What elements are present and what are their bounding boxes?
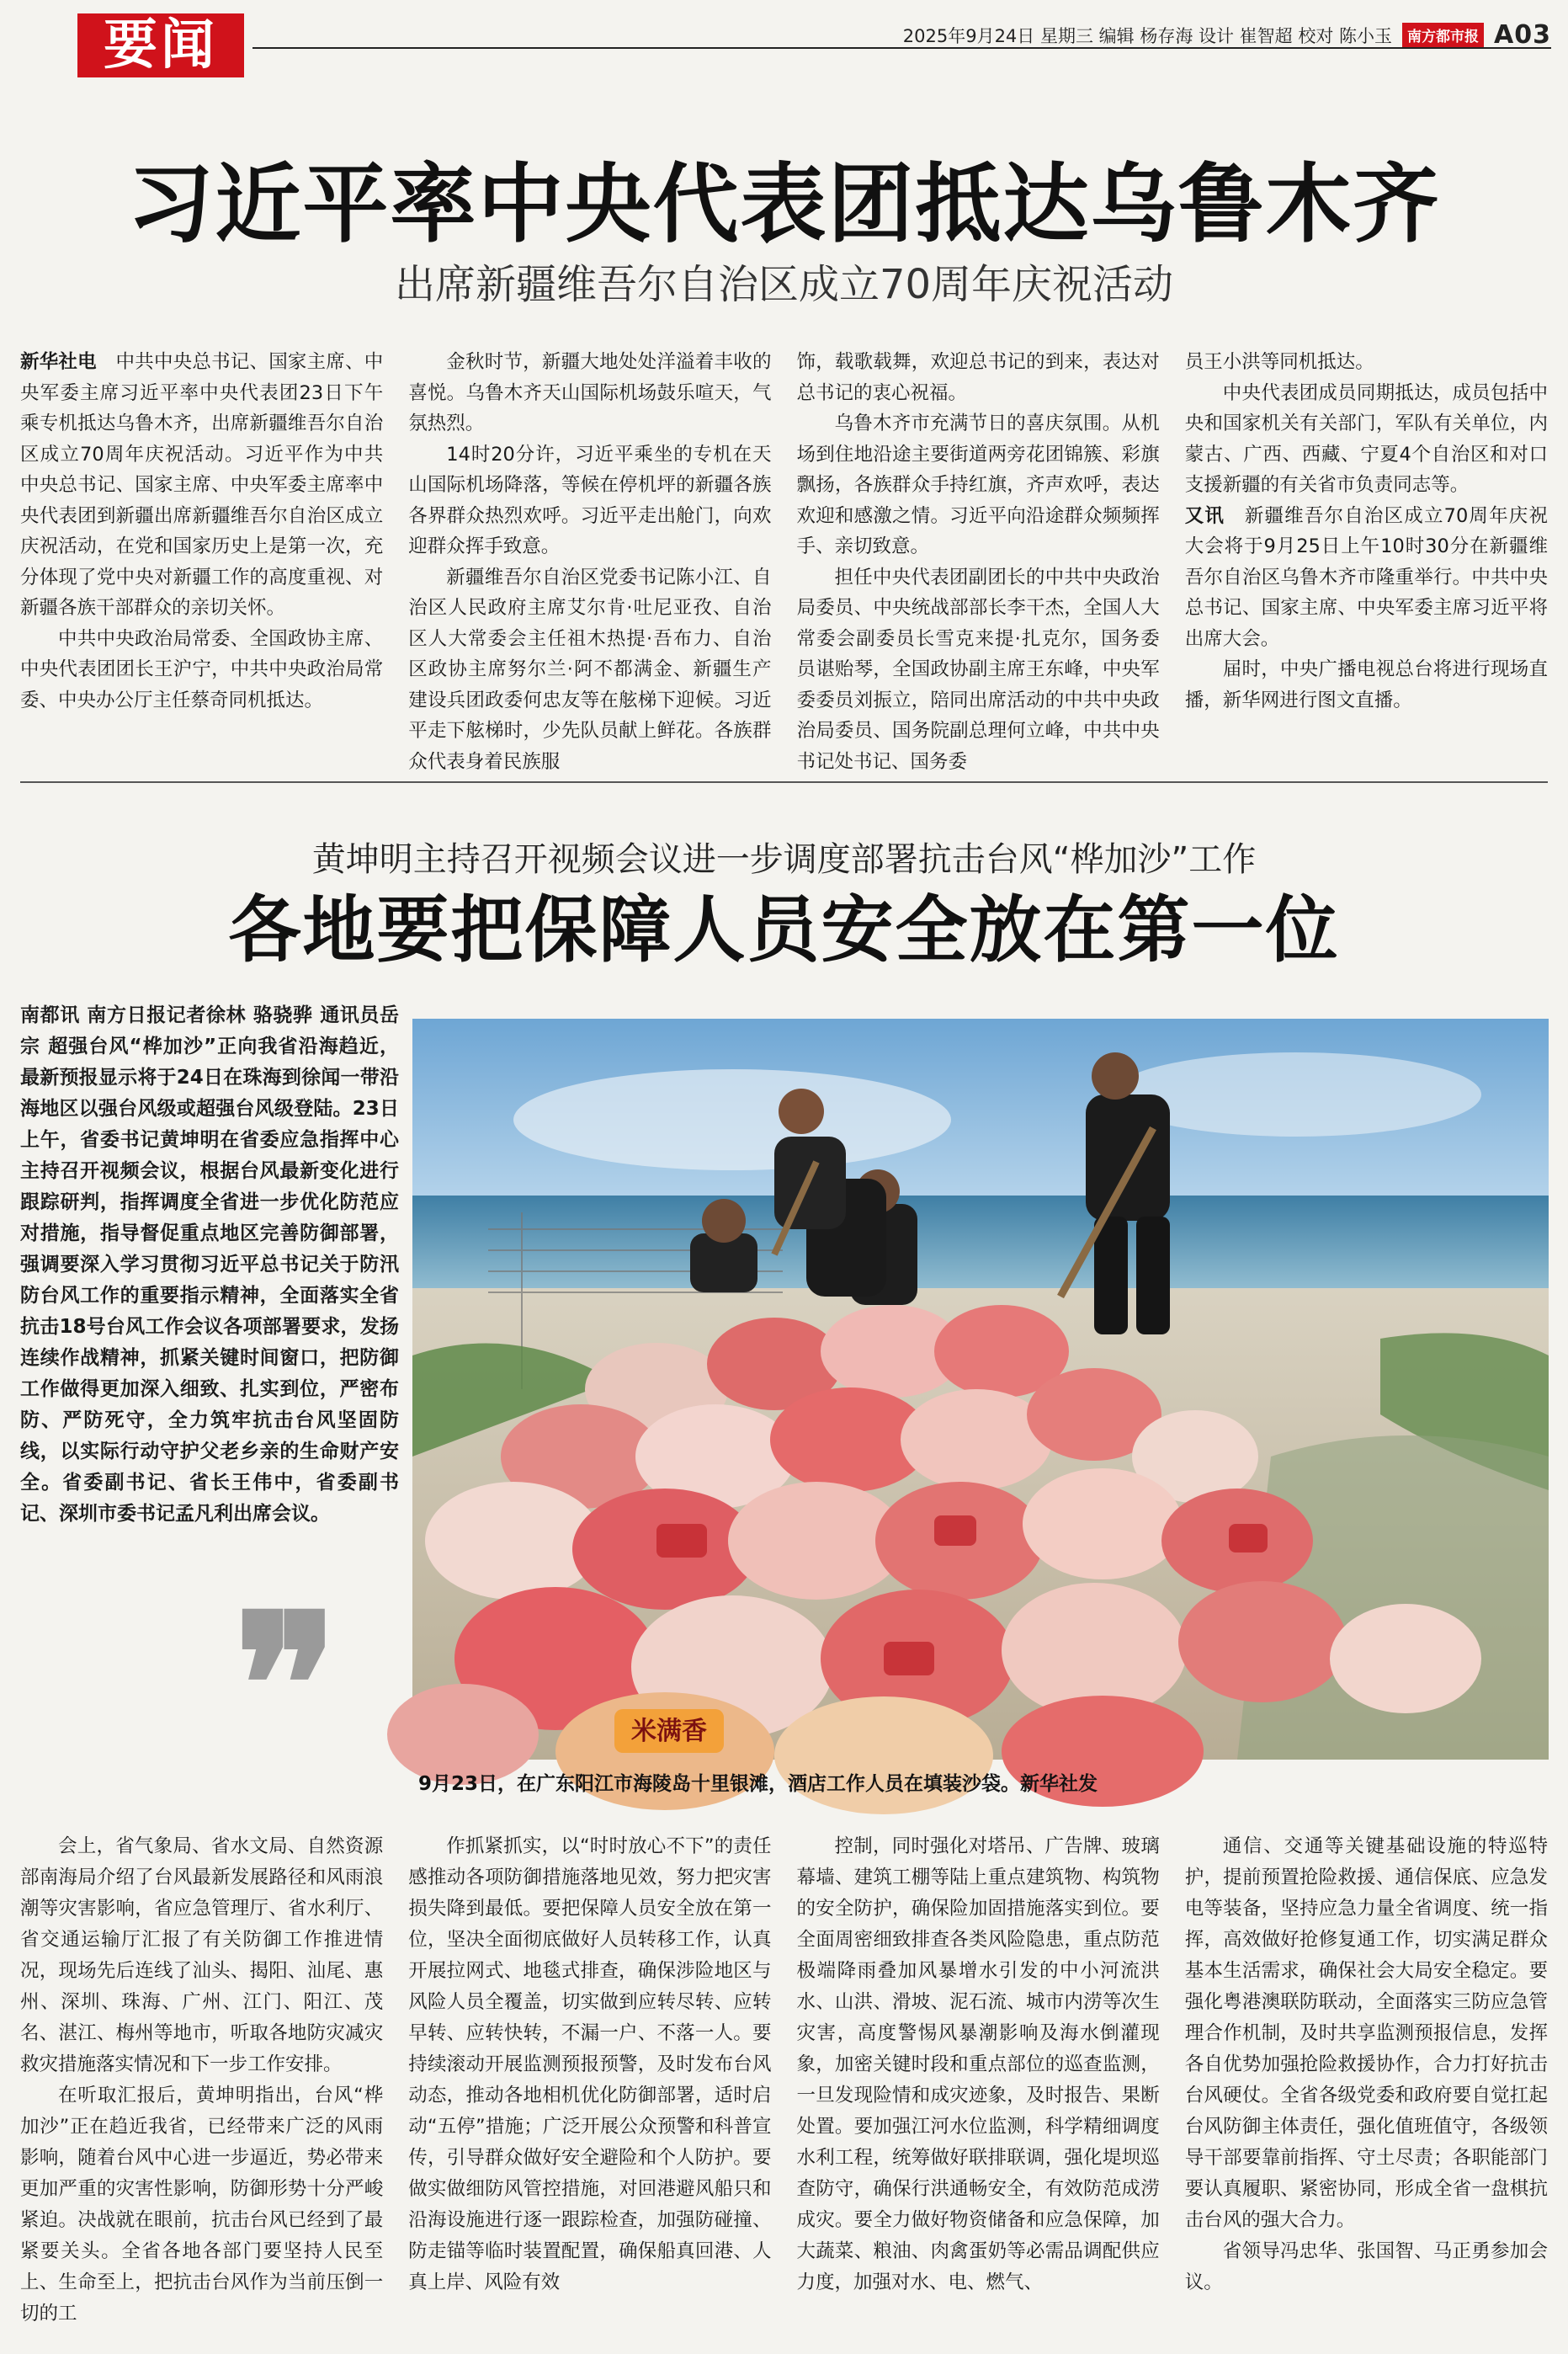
paragraph: 省领导冯忠华、张国智、马正勇参加会议。 [1184, 2240, 1548, 2293]
kicker-2: 黄坤明主持召开视频会议进一步调度部署抗击台风“桦加沙”工作 [311, 840, 1257, 879]
paper-logo: 南方都市报 [1402, 23, 1484, 47]
photo-sandbags-beach [412, 1019, 1549, 1760]
page-number: A03 [1494, 20, 1551, 50]
story2-column-4 [1185, 1831, 1548, 2336]
paragraph [1185, 654, 1548, 716]
dateline: 又讯 [1184, 504, 1225, 527]
paragraph [1185, 501, 1548, 655]
photo-caption: 9月23日，在广东阳江市海陵岛十里银滩，酒店工作人员在填装沙袋。新华社发 [418, 1773, 1098, 1795]
paragraph [797, 562, 1160, 778]
paragraph: 会上，省气象局、省水文局、自然资源部南海局介绍了台风最新发展路径和风雨浪潮等灾害影响，省应急管理厅、省水利厅、省交通运输厅汇报了有关防御工作推进情况，现场先后连线了汕头、揭阳、汕尾、惠州、深圳、珠海、广州、江门、阳江、茂名、湛江、梅州等地市，听取各地防灾减灾救灾措施落实情况和下一步工作安排。 [20, 1835, 384, 2075]
paragraph: 控制，同时强化对塔吊、广告牌、玻璃幕墙、建筑工棚等陆上重点建筑物、构筑物的安全防护，确保险加固措施落实到位。要全面周密细致排查各类风险隐患，重点防范极端降雨叠加风暴增水引发的中小河流洪水、山洪、滑坡、泥石流、城市内涝等次生灾害，高度警惕风暴潮影响及海水倒灌现象，加密关键时段和重点部位的巡查监测，一旦发现险情和成灾迹象，及时报告、果断处置。要加强江河水位监测，科学精细调度水利工程，统筹做好联排联调，强化堤坝巡查防守，确保行洪通畅安全，有效防范成涝成灾。要全力做好物资储备和应急保障，加大蔬菜、粮油、肉禽蛋奶等必需品调配供应力度，加强对水、电、燃气、 [796, 1835, 1160, 2293]
paragraph: 在听取汇报后，黄坤明指出，台风“桦加沙”正在趋近我省，已经带来广泛的风雨影响，随着台风中心进一步逼近，势必带来更加严重的灾害性影响，防御形势十分严峻紧迫。决战就在眼前，抗击台风已经到了最紧要关头。全省各地各部门要坚持人民至上、生命至上，把抗击台风作为当前压倒一切的工 [20, 2085, 384, 2325]
paragraph-text: 届时，中央广播电视总台将进行现场直播，新华网进行图文直播。 [1184, 658, 1548, 711]
section-divider [20, 781, 1548, 783]
paragraph-text: 员王小洪等同机抵达。 [1184, 351, 1374, 373]
paragraph-text: 新疆维吾尔自治区成立70周年庆祝大会将于9月25日上午10时30分在新疆维吾尔自治区乌鲁木齐市隆重举行。中共中央总书记、国家主席、中央军委主席习近平将出席大会。 [1184, 504, 1548, 650]
paragraph [1185, 347, 1548, 378]
paragraph [408, 439, 771, 562]
paragraph [20, 624, 383, 716]
issue-info: 2025年9月24日 星期三 编辑 杨存海 设计 崔智超 校对 陈小玉 [902, 25, 1393, 46]
news-photo [412, 1019, 1549, 1760]
paragraph [408, 562, 771, 778]
paragraph-text: 乌鲁木齐市充满节日的喜庆氛围。从机场到住地沿途主要街道两旁花团锦簇、彩旗飘扬，各族群众手持红旗，齐声欢呼，表达欢迎和感激之情。习近平向沿途群众频频挥手、亲切致意。 [796, 413, 1160, 557]
paragraph [408, 347, 771, 439]
story1-column-4 [1185, 347, 1548, 759]
paragraph [1185, 378, 1548, 501]
paragraph-text: 新疆维吾尔自治区党委书记陈小江、自治区人民政府主席艾尔肯·吐尼亚孜、自治区人大常委会主任祖木热提·吾布力、自治区政协主席努尔兰·阿不都满金、新疆生产建设兵团政委何忠友等在舷梯下迎候。习近平走下舷梯时，少先队员献上鲜花。各族群众代表身着民族服 [408, 566, 772, 773]
sack-label-text: 米满香 [631, 1717, 707, 1746]
story2-column-1 [20, 1831, 383, 2336]
paragraph-text: 14时20分许，习近平乘坐的专机在天山国际机场降落，等候在停机坪的新疆各族各界群众热烈欢呼。习近平走出舱门，向欢迎群众挥手致意。 [408, 443, 772, 557]
paragraph-text: 中央代表团成员同期抵达，成员包括中央和国家机关有关部门，军队有关单位，内蒙古、广西、西藏、宁夏4个自治区和对口支援新疆的有关省市负责同志等。 [1184, 381, 1548, 496]
paragraph: 通信、交通等关键基础设施的特巡特护，提前预置抢险救援、通信保底、应急发电等装备，坚持应急力量全省调度、统一指挥，高效做好抢修复通工作，切实满足群众基本生活需求，确保社会大局安全稳定。要强化粤港澳联防联动，全面落实三防应急管理合作机制，及时共享监测预报信息，发挥各自优势加强抢险救援协作，合力打好抗击台风硬仗。全省各级党委和政府要自觉扛起台风防御主体责任，强化值班值守，各级领导干部要靠前指挥、守土尽责；各职能部门要认真履职、紧密协同，形成全省一盘棋抗击台风的强大合力。 [1184, 1835, 1548, 2231]
story1-columns [20, 347, 1548, 773]
header-meta [903, 20, 1551, 50]
paragraph-text: 担任中央代表团副团长的中共中央政治局委员、中央统战部部长李干杰，全国人大常委会副委员长雪克来提·扎克尔，国务委员谌贻琴，全国政协副主席王东峰，中央军委委员刘振立，陪同出席活动的中共中央政治局委员、国务院副总理何立峰，中共中央书记处书记、国务委 [796, 566, 1160, 773]
paragraph-text: 饰，载歌载舞，欢迎总书记的到来，表达对总书记的衷心祝福。 [796, 351, 1160, 404]
quote-mark-icon: ❞ [234, 1572, 338, 1799]
paragraph [797, 347, 1160, 408]
paragraph [797, 408, 1160, 562]
paragraph-text: 中共中央总书记、国家主席、中央军委主席习近平率中央代表团23日下午乘专机抵达乌鲁木齐，出席新疆维吾尔自治区成立70周年庆祝活动。习近平作为中共中央总书记、国家主席、中央军委主席率中央代表团到新疆出席新疆维吾尔自治区成立庆祝活动，在党和国家历史上是第一次，充分体现了党中央对新疆工作的高度重视、对新疆各族干部群众的亲切关怀。 [20, 351, 384, 619]
story2-column-2 [408, 1831, 771, 2336]
headline-2: 各地要把保障人员安全放在第一位 [228, 888, 1340, 972]
subheadline-1: 出席新疆维吾尔自治区成立70周年庆祝活动 [394, 261, 1174, 308]
paragraph-text: 金秋时节，新疆大地处处洋溢着丰收的喜悦。乌鲁木齐天山国际机场鼓乐喧天，气氛热烈。 [408, 351, 772, 434]
headline-1: 习近平率中央代表团抵达乌鲁木齐 [127, 155, 1441, 255]
paragraph [20, 347, 383, 624]
story2-intro [20, 1000, 399, 1530]
intro-text: 南都讯 南方日报记者徐林 骆骁骅 通讯员岳宗 超强台风“桦加沙”正向我省沿海趋近，最新预报显示将于24日在珠海到徐闻一带沿海地区以强台风级或超强台风级登陆。23日上午，省委书记黄坤明在省委应急指挥中心主持召开视频会议，根据台风最新变化进行跟踪研判，指挥调度全省进一步优化防范应对措施，指导督促重点地区完善防御部署，强调要深入学习贯彻习近平总书记关于防汛防台风工作的重要指示精神，全面落实全省抗击18号台风工作会议各项部署要求，发扬连续作战精神，抓紧关键时间窗口，把防御工作做得更加深入细致、扎实到位，严密布防、严防死守，全力筑牢抗击台风坚固防线，以实际行动守护父老乡亲的生命财产安全。省委副书记、省长王伟中，省委副书记、深圳市委书记孟凡利出席会议。 [20, 1004, 399, 1525]
story1-column-2 [408, 347, 772, 773]
paragraph-text: 中共中央政治局常委、全国政协主席、中央代表团团长王沪宁，中共中央政治局常委、中央办公厅主任蔡奇同机抵达。 [20, 627, 384, 711]
story1-column-3 [796, 347, 1160, 773]
paragraph: 作抓紧抓实，以“时时放心不下”的责任感推动各项防御措施落地见效，努力把灾害损失降到最低。要把保障人员安全放在第一位，坚决全面彻底做好人员转移工作，认真开展拉网式、地毯式排查，确保涉险地区与风险人员全覆盖，切实做到应转尽转、应转早转、应转快转，不漏一户、不落一人。要持续滚动开展监测预报预警，及时发布台风动态，推动各地相机优化防御部署，适时启动“五停”措施；广泛开展公众预警和科普宣传，引导群众做好安全避险和个人防护。要做实做细防风管控措施，对回港避风船只和沿海设施进行逐一跟踪检查，加强防碰撞、防走锚等临时装置配置，确保船真回港、人真上岸、风险有效 [408, 1835, 772, 2293]
story1-column-1 [20, 347, 383, 759]
dateline: 新华社电 [20, 351, 97, 373]
story2-column-3 [797, 1831, 1160, 2336]
story2-columns [20, 1831, 1548, 2336]
section-tag: 要闻 [77, 13, 244, 77]
